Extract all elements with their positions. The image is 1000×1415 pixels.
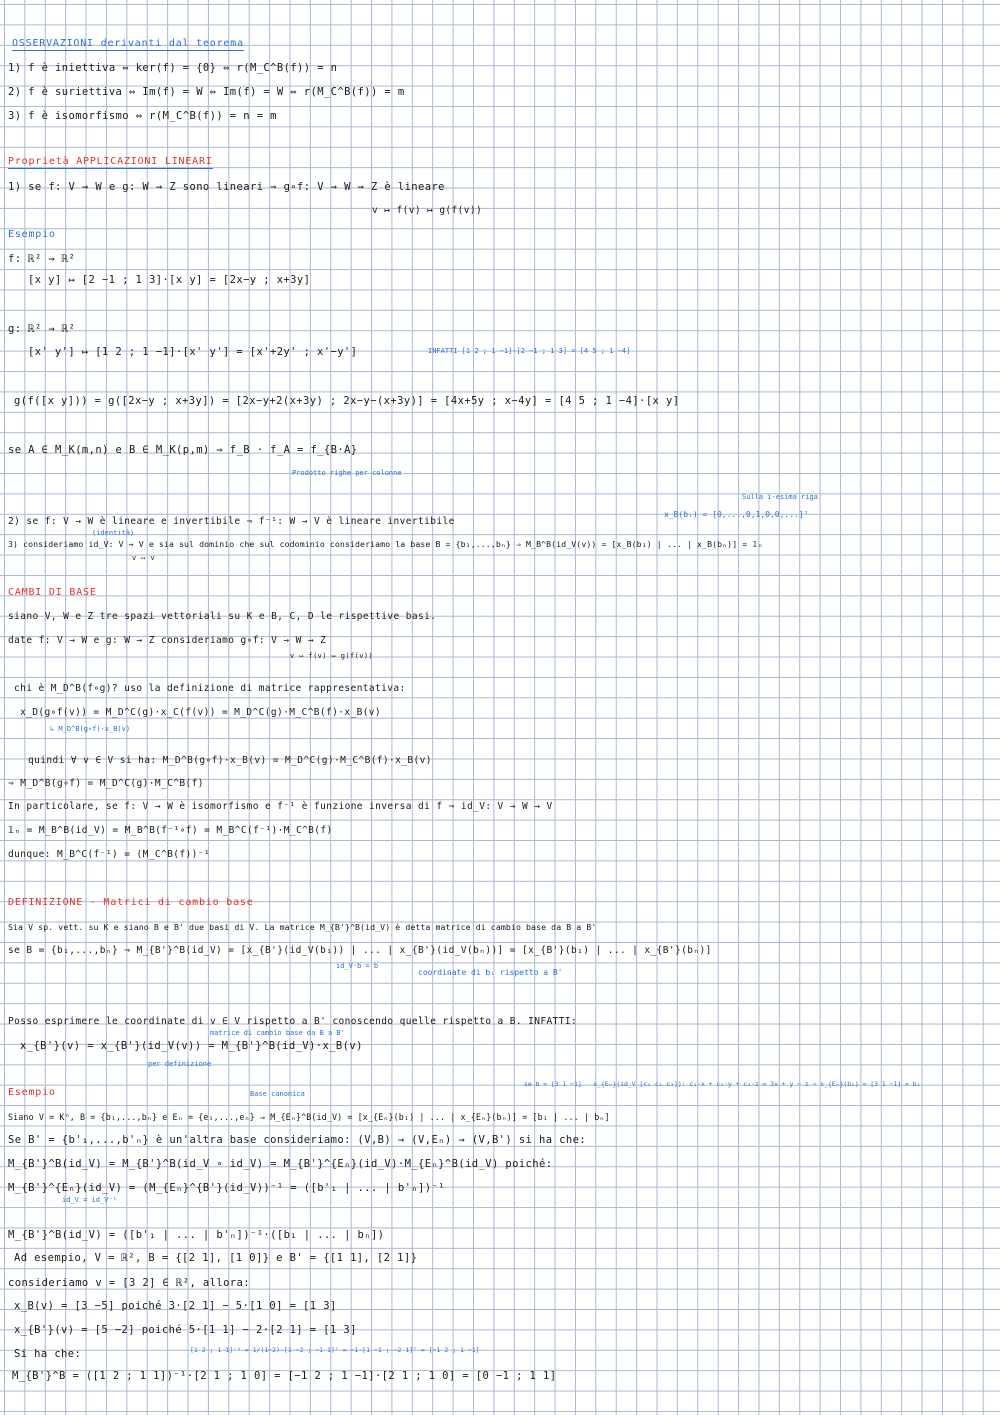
esempio2-line-7: consideriamo v = [3 2] ∈ ℝ², allora: (8, 1277, 250, 1289)
note-sulla-riga: Sulla i-esima riga (742, 493, 818, 501)
note-vv: v ↦ v (132, 554, 156, 562)
definizione-line-2: se B = {b₁,...,bₙ} ⇒ M_{B'}^B(id_V) = [x_{B'}(id_V(b₁)) | ... | x_{B'}(id_V(bₙ))] = [x_{B'}(b₁) | ... | x_{B'}(bₙ)] (8, 945, 712, 956)
cambi-line-7: In particolare, se f: V → W è isomorfismo e f⁻¹ è funzione inversa di f ⇒ id_V: V → W → V (8, 801, 553, 812)
cambi-line-2: date f: V → W e g: W → Z consideriamo g∘f: V → W → Z (8, 635, 327, 646)
note-vmap: v ↦ f(v) ↦ g(f(v)) (290, 652, 374, 660)
note-xb: x_B(bᵢ) = [0,...,0,1,0,0,...]ᵀ (664, 510, 809, 519)
heading-esempio-1: Esempio (8, 229, 56, 240)
cambi-line-5: quindi ∀ v ∈ V si ha: M_D^B(g∘f)·x_B(v) = M_D^C(g)·M_C^B(f)·x_B(v) (28, 755, 432, 766)
note-md: ↳ M_D^B(g∘f)·x_B(v) (50, 725, 131, 733)
esempio1-line-2: [x y] ↦ [2 −1 ; 1 3]·[x y] = [2x−y ; x+3y] (28, 274, 311, 286)
heading-osservazioni: OSSERVAZIONI derivanti dal teorema (12, 38, 244, 49)
cambi-line-4: x_D(g∘f(v)) = M_D^C(g)·x_C(f(v)) = M_D^C(g)·M_C^B(f)·x_B(v) (20, 707, 382, 718)
esempio2-line-11: M_{B'}^B = ([1 2 ; 1 1])⁻¹·[2 1 ; 1 0] = [−1 2 ; 1 −1]·[2 1 ; 1 0] = [0 −1 ; 1 1] (12, 1370, 557, 1382)
esempio1-line-1: f: ℝ² → ℝ² (8, 253, 76, 265)
proprieta-1: 1) se f: V → W e g: W → Z sono lineari ⇒ g∘f: V → W → Z è lineare (8, 181, 445, 193)
proprieta-3: 3) consideriamo id_V: V → V e sia sul dominio che sul codominio consideriamo la base B = {b₁,...,bₙ} ⇒ M_B^B(id_V(v)) = [x_B(b₁) | ... | x_B(bₙ)] = 𝟙ₙ (8, 539, 763, 549)
esempio2-line-8: x_B(v) = [3 −5] poiché 3·[2 1] − 5·[1 0] = [1 3] (14, 1300, 337, 1312)
posso-line-2: x_{B'}(v) = x_{B'}(id_V(v)) = M_{B'}^B(id_V)·x_B(v) (20, 1040, 363, 1052)
heading-proprieta: Proprietà APPLICAZIONI LINEARI (8, 156, 213, 167)
esempio2-line-2: Se B' = {b'₁,...,b'ₙ} è un'altra base consideriamo: (V,B) → (V,Eₙ) → (V,B') si ha che: (8, 1134, 587, 1146)
proprieta-2: 2) se f: V → W è lineare e invertibile ⇒ f⁻¹: W → V è lineare invertibile (8, 516, 455, 527)
esempio2-line-1: Siano V = Kⁿ, B = {b₁,...,bₙ} e Eₙ = {e₁,...,eₙ} ⇒ M_{Eₙ}^B(id_V) = [x_{Eₙ}(b₁) | ... | x_{Eₙ}(bₙ)] = [b₁ | ... | bₙ] (8, 1112, 610, 1122)
note-id-compose: id_V = id_V⁻¹ (62, 1196, 117, 1204)
osservazione-3: 3) f è isomorfismo ⇔ r(M_C^B(f)) = n = m (8, 110, 277, 122)
note-inverse: [1 2 ; 1 1]⁻¹ = 1/(1−2)·[1 −2 ; −1 1]ᵀ = −1·[1 −1 ; −2 1]ᵀ = [−1 2 ; 1 −1] (190, 1346, 480, 1354)
cambi-line-3: chi è M_D^B(f∘g)? uso la definizione di matrice rappresentativa: (14, 683, 406, 694)
note-prodotto: Prodotto righe per colonne (292, 469, 402, 477)
definizione-line-1: Sia V sp. vett. su K e siano B e B' due basi di V. La matrice M_{B'}^B(id_V) è detta matrice di cambio base da B a B' (8, 922, 597, 932)
cambi-line-6: ⇒ M_D^B(g∘f) = M_D^C(g)·M_C^B(f) (8, 778, 204, 789)
note-infatti: INFATTI [1 2 ; 1 −1]·[2 −1 ; 1 3] = [4 5 ; 1 −4] (428, 347, 631, 355)
heading-esempio-2: Esempio (8, 1087, 56, 1098)
esempio2-line-10: Si ha che: (14, 1348, 82, 1360)
note-se-b: se b = [3 1 −1] x_{Eₙ}(id_V [c₁ c₂ c₃]): c₁·x + c₂·y + c₃·z = 3x + y − z ⇒ x_{Eₙ}(b₁) = [3 1 −1] = b₁ (524, 1080, 921, 1088)
note-identita: (identità) (92, 529, 135, 537)
esempio1-line-3: g: ℝ² → ℝ² (8, 323, 76, 335)
esempio2-line-6: Ad esempio, V = ℝ², B = {[2 1], [1 0]} e B' = {[1 1], [2 1]} (14, 1252, 418, 1264)
heading-cambi-di-base: CAMBI DI BASE (8, 587, 97, 598)
esempio1-line-6: se A ∈ M_K(m,n) e B ∈ M_K(p,m) ⇒ f_B · f_A = f_{B·A} (8, 444, 358, 456)
posso-line-1: Posso esprimere le coordinate di v ∈ V rispetto a B' conoscendo quelle rispetto a B. INFATTI: (8, 1016, 578, 1027)
proprieta-1-map: v ↦ f(v) ↦ g(f(v)) (372, 205, 483, 216)
esempio2-line-4: M_{B'}^{Eₙ}(id_V) = (M_{Eₙ}^{B'}(id_V))⁻¹ = ([b'₁ | ... | b'ₙ])⁻¹ (8, 1182, 445, 1194)
note-id: id_V·b = b (336, 962, 379, 970)
esempio1-line-4: [x' y'] ↦ [1 2 ; 1 −1]·[x' y'] = [x'+2y' ; x'−y'] (28, 346, 358, 358)
note-matrice-cambio: matrice di cambio base da B a B' (210, 1029, 345, 1037)
osservazione-1: 1) f è iniettiva ⇔ ker(f) = {0} ⇔ r(M_C^B(f)) = n (8, 62, 338, 74)
esempio2-line-9: x_{B'}(v) = [5 −2] poiché 5·[1 1] − 2·[2 1] = [1 3] (14, 1324, 357, 1336)
esempio2-line-3: M_{B'}^B(id_V) = M_{B'}^B(id_V ∘ id_V) = M_{B'}^{Eₙ}(id_V)·M_{Eₙ}^B(id_V) poiché: (8, 1158, 553, 1170)
cambi-line-8: 𝟙ₙ = M_B^B(id_V) = M_B^B(f⁻¹∘f) = M_B^C(f⁻¹)·M_C^B(f) (8, 825, 333, 836)
esempio2-line-5: M_{B'}^B(id_V) = ([b'₁ | ... | b'ₙ])⁻¹·([b₁ | ... | bₙ]) (8, 1229, 385, 1241)
cambi-line-1: siano V, W e Z tre spazi vettoriali su K e B, C, D le rispettive basi. (8, 611, 437, 622)
note-per-definizione: per definizione (148, 1060, 212, 1068)
esempio1-line-5: g(f([x y])) = g([2x−y ; x+3y]) = [2x−y+2(x+3y) ; 2x−y−(x+3y)] = [4x+5y ; x−4y] = [4 5 ; 1 −4]·[x y] (14, 395, 680, 407)
note-base-canonica: Base canonica (250, 1090, 305, 1098)
osservazione-2: 2) f è suriettiva ⇔ Im(f) = W ⇔ Im(f) = W ⇔ r(M_C^B(f)) = m (8, 86, 405, 98)
cambi-line-9: dunque: M_B^C(f⁻¹) = (M_C^B(f))⁻¹ (8, 849, 210, 860)
note-coordinate: coordinate di bᵢ rispetto a B' (418, 968, 563, 977)
heading-definizione: DEFINIZIONE - Matrici di cambio base (8, 897, 254, 908)
